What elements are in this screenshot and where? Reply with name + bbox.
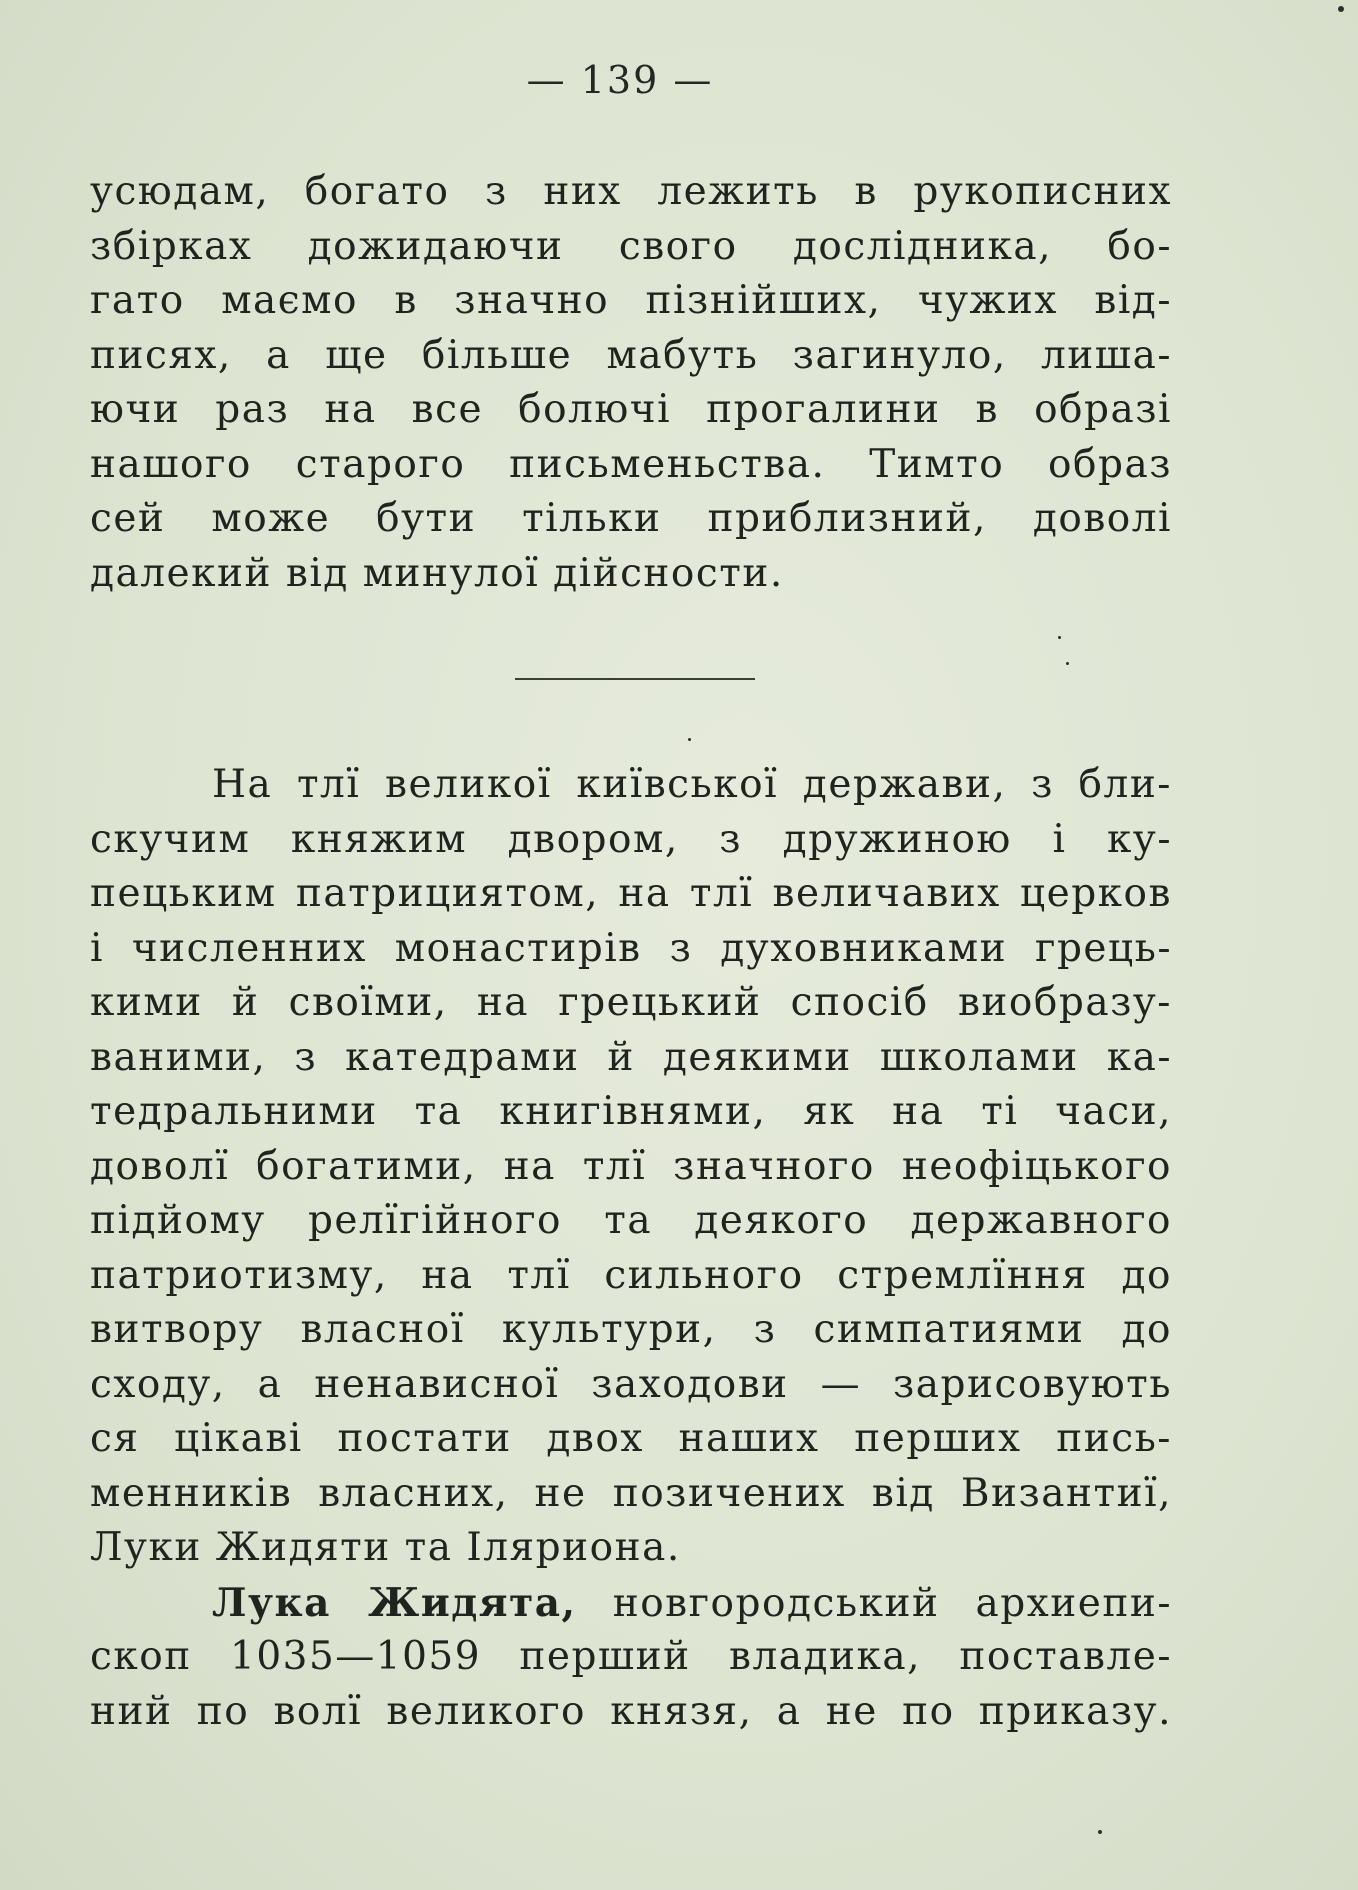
paper-speck — [1338, 6, 1344, 12]
text-line: доволї богатими, на тлї значного неофіцького — [90, 1143, 1172, 1189]
text-line: ся цікаві постати двох наших перших пись- — [90, 1416, 1172, 1461]
author-name-heading: Лука Жидята, — [212, 1579, 577, 1626]
section-divider — [515, 678, 755, 680]
page-number: — 139 — — [526, 58, 714, 102]
paper-speck — [1066, 662, 1069, 665]
text-line: і численних монастирів з духовниками грець- — [90, 925, 1172, 971]
text-line: патриотизму, на тлї сильного стремлїння до — [90, 1252, 1172, 1298]
text-line: На тлї великої київської держави, з бли- — [212, 762, 1172, 807]
text-line: ваними, з катедрами й деякими школами ка- — [90, 1034, 1172, 1080]
text-line: сходу, а ненависної заходови — зарисовують — [90, 1361, 1172, 1407]
text-line: підйому релїгійного та деякого державного — [90, 1198, 1172, 1243]
text-line: ний по волї великого князя, а не по приказу. — [90, 1688, 1172, 1734]
text-line: кими й своїми, на грецький спосіб виобразу- — [90, 980, 1172, 1025]
paper-speck — [1058, 636, 1061, 639]
text-segment: новгородський архиепи- — [576, 1580, 1172, 1626]
text-line: пецьким патрициятом, на тлї величавих церков — [90, 871, 1172, 916]
paragraph-1 — [90, 165, 1172, 601]
paper-speck — [1098, 1830, 1102, 1834]
text-line: скоп 1035—1059 перший владика, поставле- — [90, 1634, 1172, 1679]
paragraph-3-first-line — [90, 1576, 1172, 1631]
text-line: гато маємо в значно пізнійших, чужих від- — [90, 278, 1172, 323]
text-line: збірках дожидаючи свого дослідника, бо- — [90, 223, 1172, 269]
text-line: менників власних, не позичених від Византиї, — [90, 1470, 1172, 1516]
paper-speck — [688, 738, 691, 741]
text-line: ючи раз на все болючі прогалини в образі — [90, 387, 1172, 432]
text-line: усюдам, богато з них лежить в рукописних — [90, 169, 1172, 214]
text-line: писях, а ще більше мабуть загинуло, лиша- — [90, 332, 1172, 378]
paragraph-2 — [90, 758, 1172, 1739]
text-line: скучим княжим двором, з дружиною і ку- — [90, 816, 1172, 862]
text-line: нашого старого письменьства. Тимто образ — [90, 441, 1172, 487]
text-line: тедральними та книгівнями, як на ті часи, — [90, 1089, 1172, 1134]
text-line: витвору власної культури, з симпатиями до — [90, 1307, 1172, 1352]
text-line: сей може бути тільки приблизний, доволі — [90, 496, 1172, 541]
text-line: Луки Жидяти та Іляриона. — [90, 1525, 681, 1570]
text-line: далекий від минулої дійсности. — [90, 550, 784, 596]
